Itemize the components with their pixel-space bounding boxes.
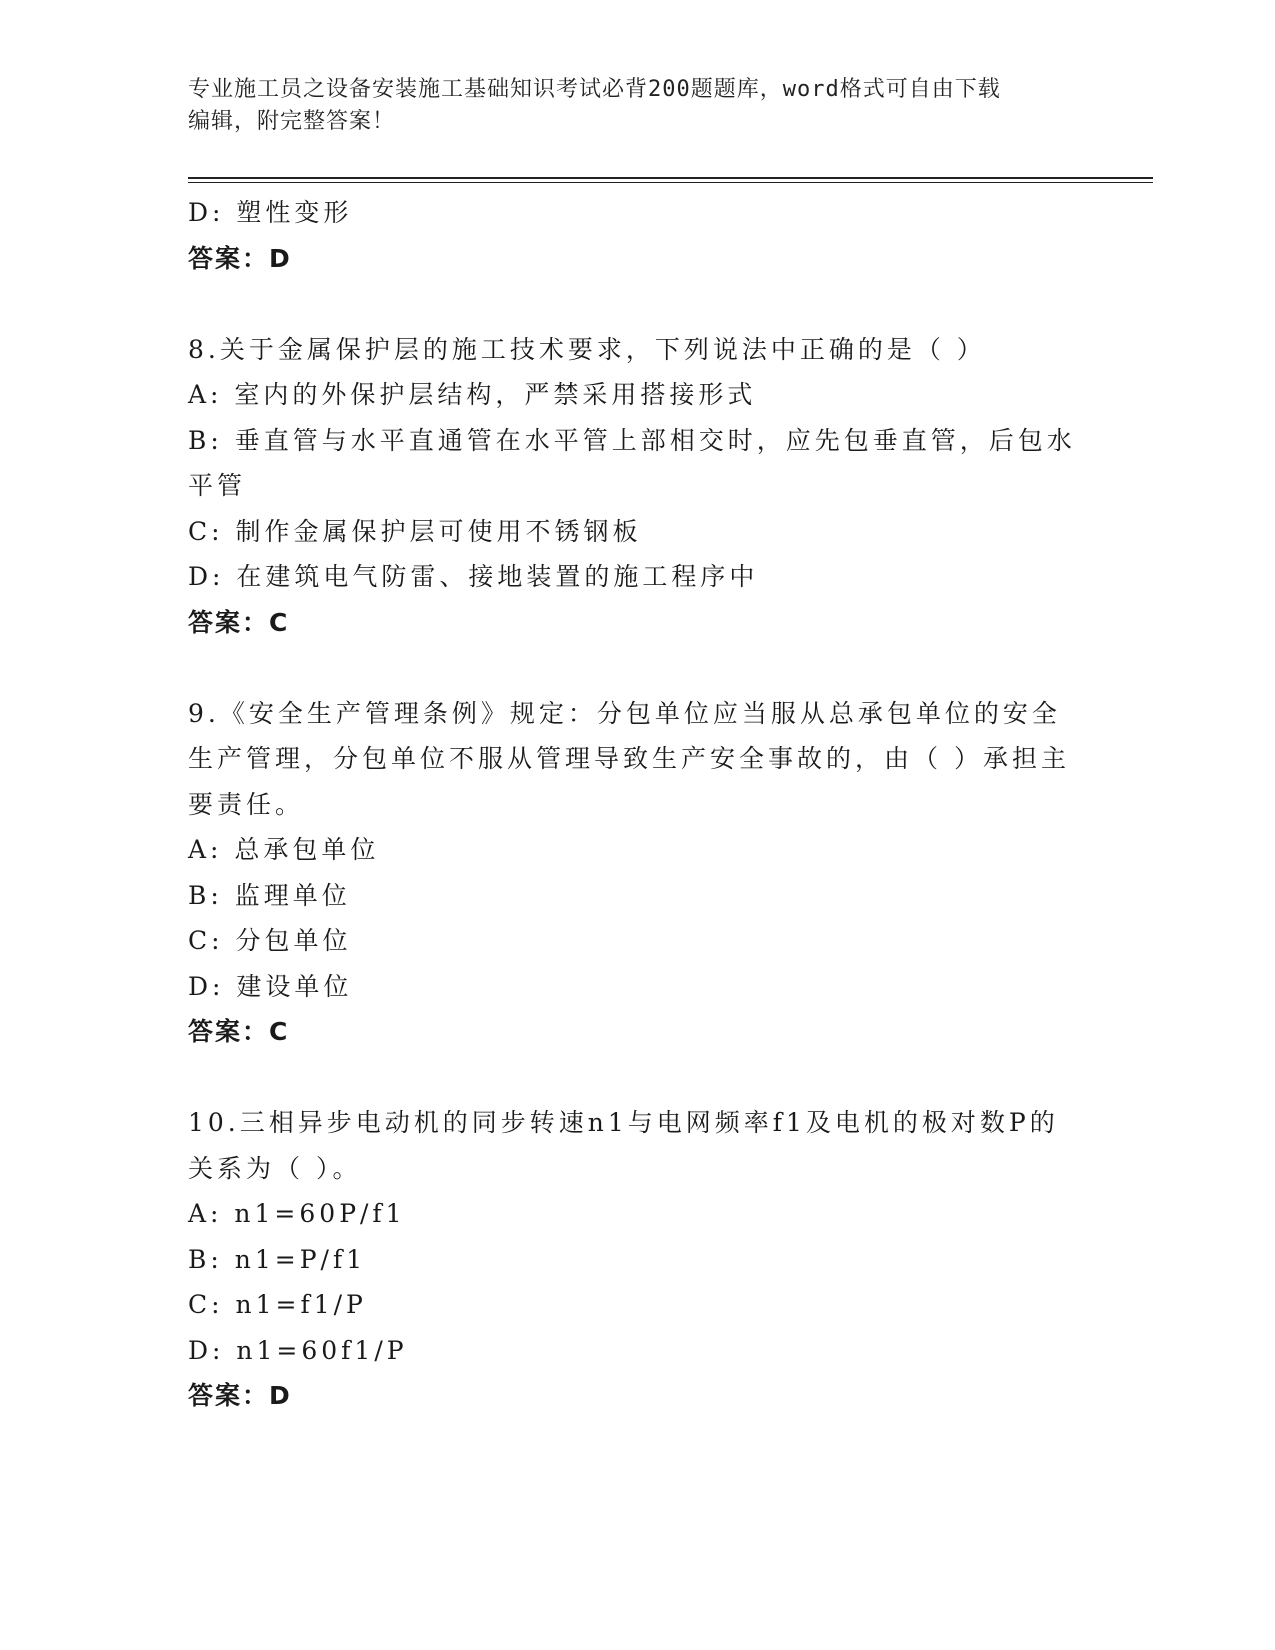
option-a: A: 室内的外保护层结构，严禁采用搭接形式 bbox=[188, 380, 757, 409]
option-d: D: 塑性变形 bbox=[188, 198, 353, 227]
option-c: C: n1=f1/P bbox=[188, 1290, 367, 1319]
question-10 bbox=[188, 1100, 1088, 1419]
spacer bbox=[188, 1055, 1088, 1101]
question-stem: 9.《安全生产管理条例》规定：分包单位应当服从总承包单位的安全 bbox=[188, 698, 1061, 728]
question-stem: 10.三相异步电动机的同步转速n1与电网频率f1及电机的极对数P的 bbox=[188, 1108, 1059, 1137]
question-9 bbox=[188, 691, 1088, 1055]
option-d: D: 在建筑电气防雷、接地装置的施工程序中 bbox=[188, 562, 759, 591]
option-b: B: 监理单位 bbox=[188, 880, 351, 910]
option-b: B: 垂直管与水平直通管在水平管上部相交时，应先包垂直管，后包水 bbox=[188, 425, 1076, 455]
header-line-1: 专业施工员之设备安装施工基础知识考试必背200题题库，word格式可自由下载 bbox=[188, 77, 1001, 102]
answer-line: 答案：C bbox=[188, 607, 290, 637]
question-stem-continued: 关系为（ ）。 bbox=[188, 1153, 362, 1183]
option-d: D: 建设单位 bbox=[188, 971, 353, 1001]
answer-line: 答案：C bbox=[188, 1017, 290, 1046]
question-prev-tail bbox=[188, 190, 1088, 281]
question-list bbox=[188, 190, 1088, 1419]
question-stem-continued: 生产管理，分包单位不服从管理导致生产安全事故的，由（ ）承担主 bbox=[188, 744, 1070, 773]
document-header bbox=[188, 74, 1068, 138]
option-c: C: 分包单位 bbox=[188, 926, 352, 955]
question-stem-continued: 要责任。 bbox=[188, 789, 305, 819]
question-stem: 8.关于金属保护层的施工技术要求，下列说法中正确的是（ ） bbox=[188, 334, 986, 364]
option-a: A: n1=60P/f1 bbox=[188, 1199, 406, 1228]
header-divider-thick bbox=[188, 177, 1153, 179]
header-divider-thin bbox=[188, 182, 1153, 183]
option-c: C: 制作金属保护层可使用不锈钢板 bbox=[188, 516, 642, 546]
option-d: D: n1=60f1/P bbox=[188, 1335, 408, 1365]
question-8 bbox=[188, 327, 1088, 646]
option-b: B: n1=P/f1 bbox=[188, 1244, 367, 1274]
answer-line: 答案：D bbox=[188, 243, 292, 273]
spacer bbox=[188, 281, 1088, 327]
header-line-2: 编辑，附完整答案！ bbox=[188, 109, 396, 134]
option-a: A: 总承包单位 bbox=[188, 835, 380, 864]
spacer bbox=[188, 645, 1088, 691]
answer-line: 答案：D bbox=[188, 1381, 292, 1410]
option-b-continued: 平管 bbox=[188, 471, 247, 500]
